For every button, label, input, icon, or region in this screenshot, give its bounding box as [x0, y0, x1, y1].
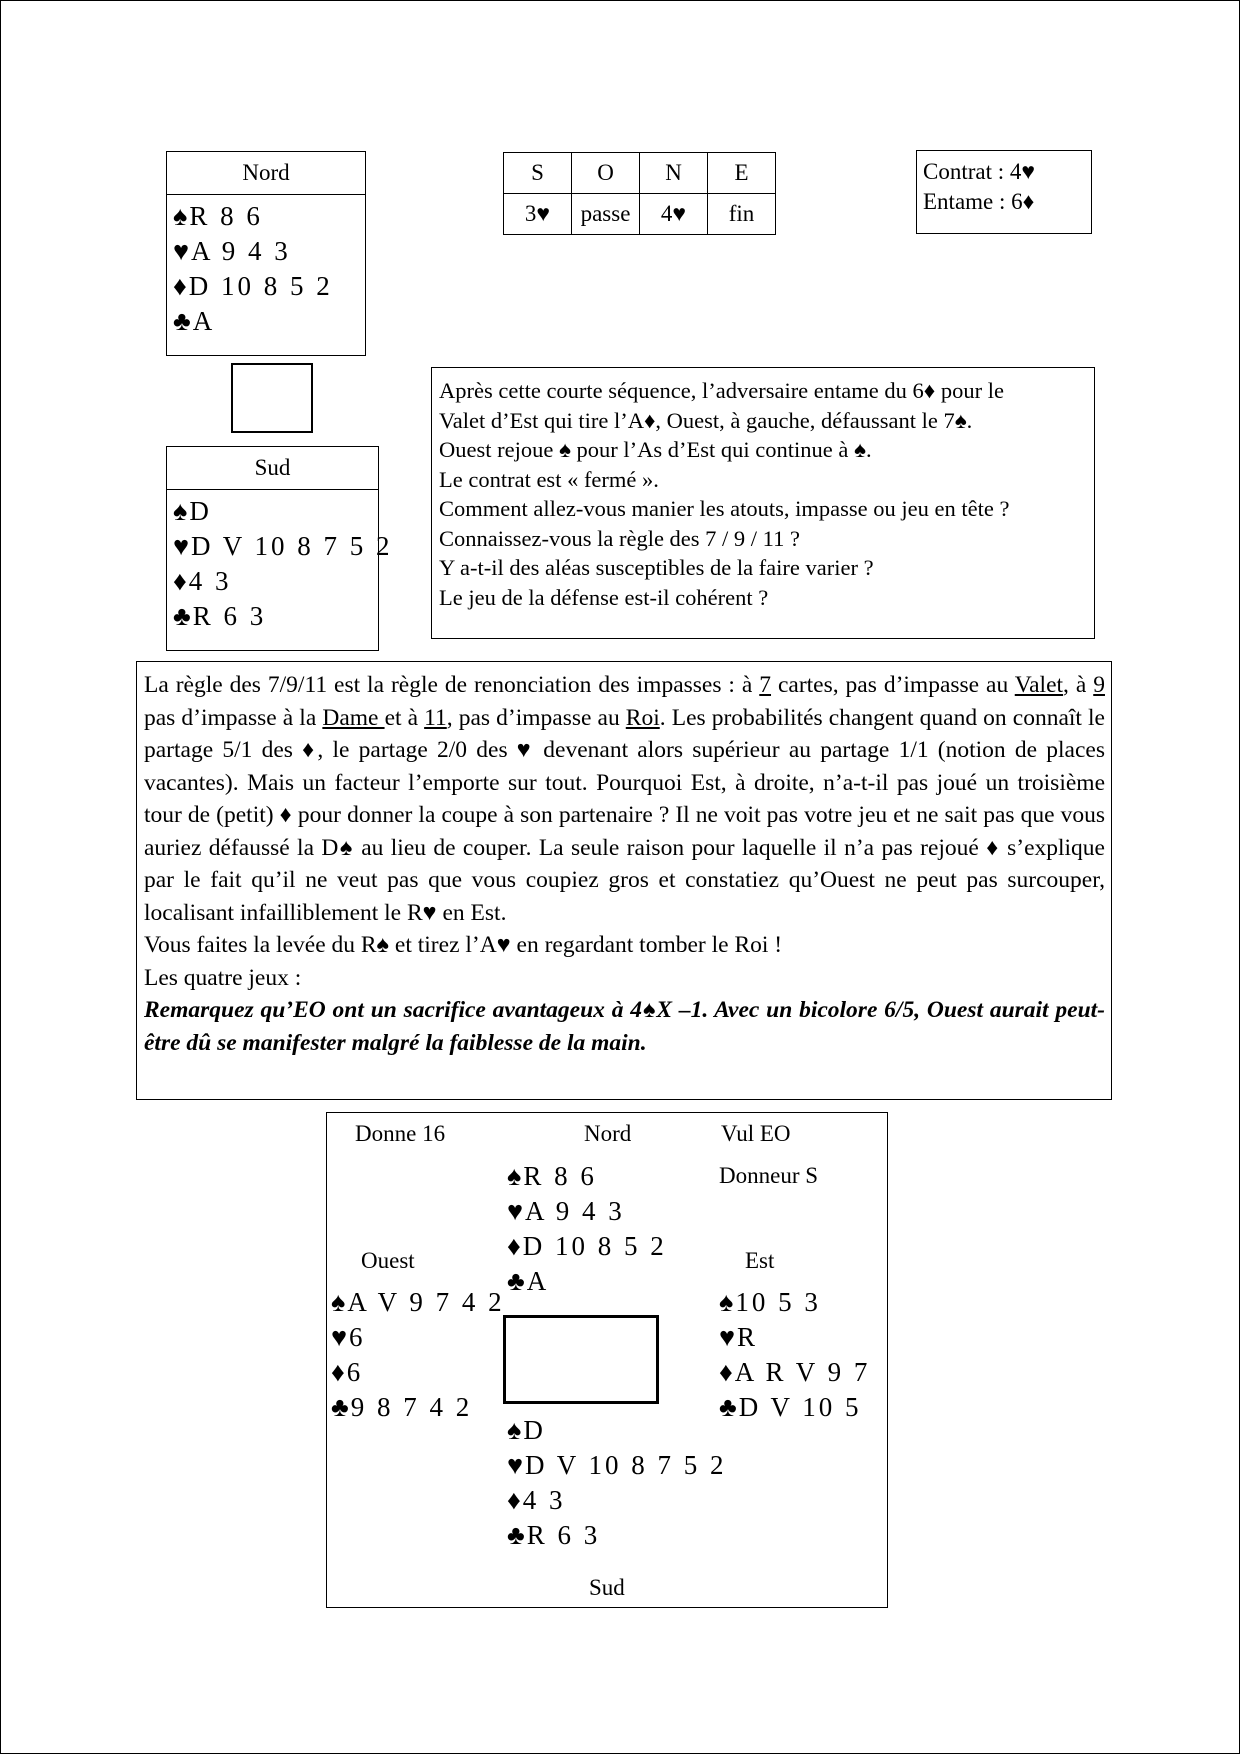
explanation-underlined: 9	[1093, 672, 1105, 698]
contract-box	[916, 150, 1092, 234]
club-icon: ♣	[173, 306, 191, 336]
dealer: Donneur S	[719, 1163, 819, 1188]
deal-south-hand	[507, 1413, 727, 1553]
explanation-four-hands-label: Les quatre jeux :	[144, 964, 302, 991]
deal-east-hearts	[719, 1320, 870, 1355]
deal-north-spades	[507, 1159, 667, 1194]
deal-north-diamonds-cards: D 10 8 5 2	[522, 1231, 667, 1261]
bidding-header-west: O	[572, 153, 640, 194]
deal-east-hearts-cards: R	[737, 1322, 759, 1352]
south-spades-cards: D	[189, 496, 212, 526]
deal-west-spades-cards: A V 9 7 4 2	[347, 1287, 505, 1317]
north-diamonds	[173, 269, 365, 304]
club-icon: ♣	[173, 601, 191, 631]
explanation-underlined: Valet	[1014, 672, 1064, 698]
deal-east-diamonds-cards: A R V 9 7	[734, 1357, 871, 1387]
bidding-table	[503, 152, 776, 235]
diamond-icon: ♦	[331, 1357, 345, 1387]
bid-north: 4♥	[640, 194, 708, 235]
deal-north-clubs-cards: A	[526, 1266, 550, 1296]
deal-north-clubs	[507, 1264, 667, 1299]
questions-box	[431, 367, 1095, 639]
deal-south-spades	[507, 1413, 727, 1448]
bidding-row	[504, 194, 776, 235]
south-diamonds-cards: 4 3	[188, 566, 232, 596]
deal-south-diamonds	[507, 1483, 727, 1518]
deal-west-hearts-cards: 6	[349, 1322, 366, 1352]
spade-icon: ♠	[719, 1287, 734, 1317]
diamond-icon: ♦	[173, 271, 187, 301]
deal-north-hand	[507, 1159, 667, 1299]
spade-icon: ♠	[173, 496, 188, 526]
deal-table-square	[503, 1315, 659, 1404]
deal-south-diamonds-cards: 4 3	[522, 1485, 566, 1515]
deal-south-clubs-cards: R 6 3	[526, 1520, 601, 1550]
deal-south-clubs	[507, 1518, 727, 1553]
lead-line: Entame : 6♦	[923, 189, 1035, 214]
diamond-icon: ♦	[507, 1231, 521, 1261]
deal-south-hearts	[507, 1448, 727, 1483]
north-spades-cards: R 8 6	[189, 201, 263, 231]
north-spades	[173, 199, 365, 234]
heart-icon: ♥	[331, 1322, 348, 1352]
deal-west-hand	[331, 1285, 505, 1425]
explanation-paragraph	[144, 669, 1105, 929]
board-number: Donne 16	[355, 1121, 446, 1146]
explanation-text: . Les probabilités changent quand on connaît le partage 5/1 des ♦, le partage 2/0 des ♥ devenant alors supérieur au partage 1/1 (notion de places vacantes). Mais un facteur l’emporte sur tout. Pourquoi Est, à droite, n’a-t-il pas joué un troisième tour de (petit) ♦ pour donner la coupe à son partenaire ? Il ne voit pas votre jeu et ne sait pas que vous auriez défaussé la D♠ au lieu de couper. La seule raison pour laquelle il n’a pas rejoué ♦ s’explique par le fait qu’il ne veut pas que vous coupiez gros et constatiez qu’Ouest ne peut pas surcouper, localisant infailliblement le R♥ en Est.	[144, 704, 1105, 926]
explanation-text: cartes, pas d’impasse au	[771, 672, 1015, 698]
deal-west-clubs	[331, 1390, 505, 1425]
deal-north-hearts	[507, 1194, 667, 1229]
south-hearts-cards: D V 10 8 7 5 2	[191, 531, 393, 561]
deal-west-hearts	[331, 1320, 505, 1355]
explanation-underlined: 11	[424, 704, 447, 731]
deal-east-hand	[719, 1285, 870, 1425]
deal-west-spades	[331, 1285, 505, 1320]
bid-west: passe	[572, 194, 640, 235]
north-label: Nord	[584, 1121, 632, 1146]
south-spades	[173, 494, 378, 529]
club-icon: ♣	[719, 1392, 737, 1422]
south-clubs-cards: R 6 3	[192, 601, 267, 631]
north-hand-box	[166, 151, 366, 356]
deal-west-diamonds	[331, 1355, 505, 1390]
deal-east-spades	[719, 1285, 870, 1320]
question-line: Y a-t-il des aléas susceptibles de la faire varier ?	[439, 555, 874, 580]
deal-east-spades-cards: 10 5 3	[735, 1287, 821, 1317]
east-label: Est	[745, 1248, 775, 1273]
explanation-underlined: Dame	[322, 704, 385, 731]
deal-west-clubs-cards: 9 8 7 4 2	[350, 1392, 473, 1422]
heart-icon: ♥	[719, 1322, 736, 1352]
diamond-icon: ♦	[173, 566, 187, 596]
explanation-underlined: 7	[759, 672, 772, 698]
heart-icon: ♥	[507, 1196, 524, 1226]
north-hearts	[173, 234, 365, 269]
question-line: Valet d’Est qui tire l’A♦, Ouest, à gauche, défaussant le 7♠.	[439, 407, 973, 433]
south-label: Sud	[589, 1575, 625, 1600]
west-label: Ouest	[361, 1248, 415, 1273]
explanation-box	[136, 661, 1112, 1100]
spade-icon: ♠	[507, 1161, 522, 1191]
deal-east-diamonds	[719, 1355, 870, 1390]
bid-east: fin	[708, 194, 776, 235]
bidding-header-north: N	[640, 153, 708, 194]
explanation-remark: Remarquez qu’EO ont un sacrifice avantageux à 4♠X –1. Avec un bicolore 6/5, Ouest aurait peut-être dû se manifester malgré la faiblesse de la main.	[144, 997, 1105, 1056]
explanation-text: , à	[1063, 672, 1094, 698]
explanation-text: La règle des 7/9/11 est la règle de renonciation des impasses : à	[144, 672, 760, 698]
vulnerability: Vul EO	[721, 1121, 791, 1146]
club-icon: ♣	[507, 1520, 525, 1550]
club-icon: ♣	[331, 1392, 349, 1422]
bid-south: 3♥	[504, 194, 572, 235]
north-hand-header: Nord	[167, 152, 365, 195]
explanation-text: pas d’impasse à la	[144, 704, 323, 731]
question-line: Le contrat est « fermé ».	[439, 466, 659, 492]
north-hearts-cards: A 9 4 3	[191, 236, 291, 266]
deal-east-clubs	[719, 1390, 870, 1425]
north-diamonds-cards: D 10 8 5 2	[188, 271, 333, 301]
bidding-header-south: S	[504, 153, 572, 194]
bidding-header-row	[504, 153, 776, 194]
question-line: Ouest rejoue ♠ pour l’As d’Est qui continue à ♠.	[439, 437, 872, 462]
question-line: Le jeu de la défense est-il cohérent ?	[439, 584, 769, 610]
diamond-icon: ♦	[507, 1485, 521, 1515]
north-clubs	[173, 304, 365, 339]
deal-north-hearts-cards: A 9 4 3	[525, 1196, 625, 1226]
heart-icon: ♥	[507, 1450, 524, 1480]
table-square	[231, 363, 313, 433]
question-line: Après cette courte séquence, l’adversaire entame du 6♦ pour le	[439, 378, 1004, 403]
question-line: Comment allez-vous manier les atouts, impasse ou jeu en tête ?	[439, 496, 1010, 521]
bidding-header-east: E	[708, 153, 776, 194]
explanation-underlined: Roi	[625, 704, 660, 731]
south-hand-box	[166, 446, 393, 651]
south-hand-header: Sud	[167, 447, 378, 490]
deal-north-spades-cards: R 8 6	[523, 1161, 597, 1191]
deal-east-clubs-cards: D V 10 5	[738, 1392, 862, 1422]
deal-south-spades-cards: D	[523, 1415, 546, 1445]
heart-icon: ♥	[173, 531, 190, 561]
heart-icon: ♥	[173, 236, 190, 266]
deal-north-diamonds	[507, 1229, 667, 1264]
south-diamonds	[173, 564, 378, 599]
spade-icon: ♠	[507, 1415, 522, 1445]
contract-line: Contrat : 4♥	[923, 159, 1036, 184]
question-line: Connaissez-vous la règle des 7 / 9 / 11 ?	[439, 525, 800, 551]
south-hearts	[173, 529, 393, 564]
explanation-text: et à	[384, 704, 425, 731]
explanation-conclusion: Vous faites la levée du R♠ et tirez l’A♥ en regardant tomber le Roi !	[144, 932, 783, 958]
diamond-icon: ♦	[719, 1357, 733, 1387]
explanation-text: , pas d’impasse au	[446, 704, 626, 731]
spade-icon: ♠	[173, 201, 188, 231]
full-deal-box	[326, 1112, 888, 1608]
north-clubs-cards: A	[192, 306, 216, 336]
deal-west-diamonds-cards: 6	[346, 1357, 364, 1387]
deal-south-hearts-cards: D V 10 8 7 5 2	[525, 1450, 727, 1480]
south-clubs	[173, 599, 378, 634]
spade-icon: ♠	[331, 1287, 346, 1317]
club-icon: ♣	[507, 1266, 525, 1296]
